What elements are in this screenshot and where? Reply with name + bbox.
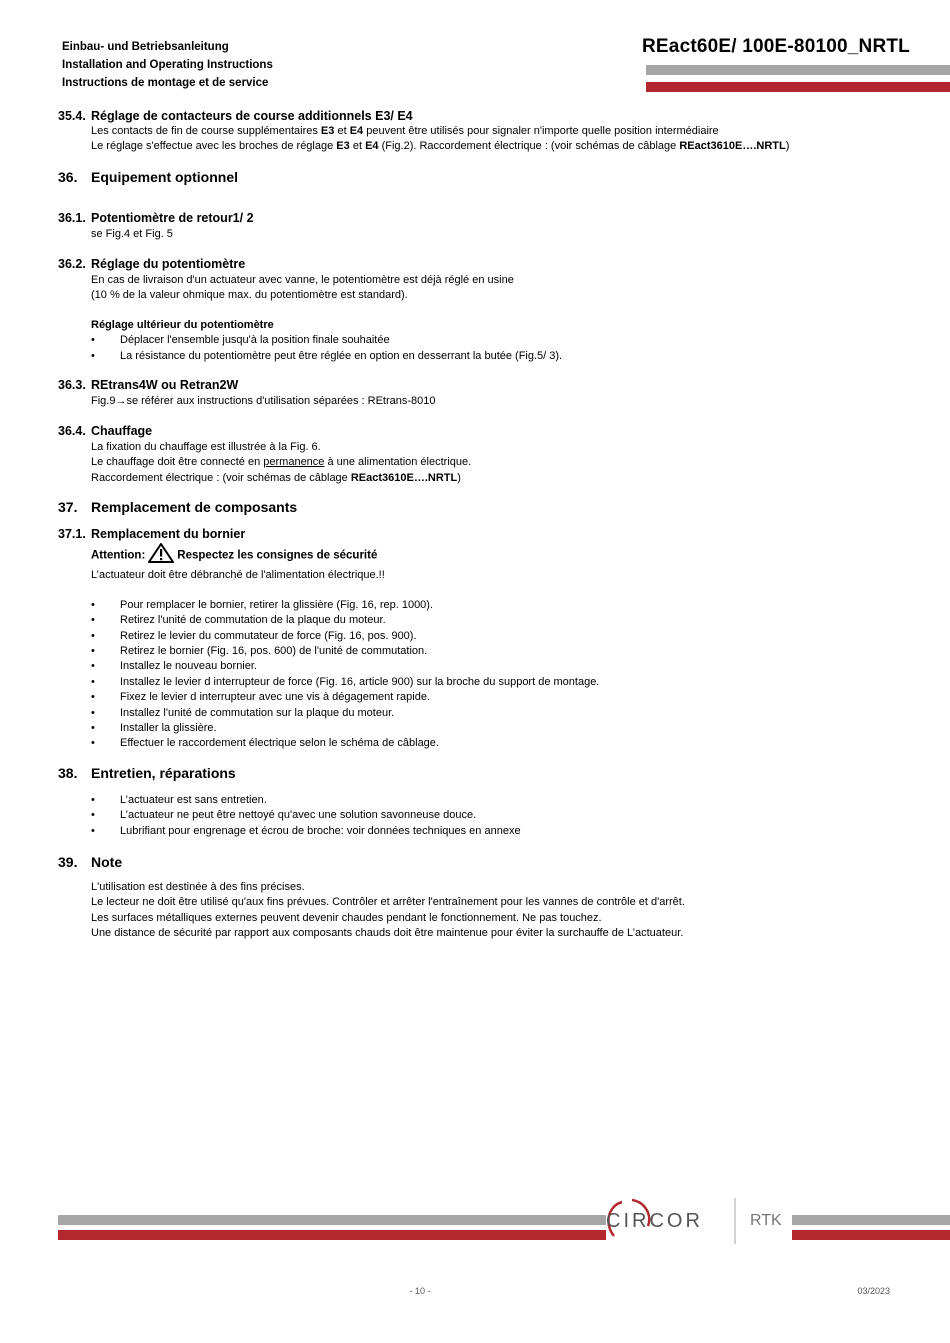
section-title: Réglage du potentiomètre: [91, 257, 246, 271]
section-37-1-body: [91, 543, 599, 752]
list-item: • Retirez l'unité de commutation de la plaque du moteur.: [91, 613, 599, 628]
list-item: • Installez le levier d interrupteur de force (Fig. 16, article 900) sur la broche du support de montage.: [91, 675, 599, 690]
section-title: Potentiomètre de retour1/ 2: [91, 211, 254, 225]
footer-red-bar: [58, 1230, 606, 1240]
paragraph-line: Le lecteur ne doit être utilisé qu'aux fins prévues. Contrôler et arrêter l'entraînement pour les vannes de contrôle et d'arrêt.: [91, 896, 685, 909]
paragraph-line: Les contacts de fin de course supplémentaires E3 et E4 peuvent être utilisés pour signaler n'importe quelle position intermédiaire: [91, 125, 719, 137]
page-number: - 10 -: [409, 1286, 431, 1296]
paragraph-line: Raccordement électrique : (voir schémas de câblage REact3610E….NRTL): [91, 471, 461, 484]
footer-gray-bar-right: [792, 1215, 950, 1225]
footer-red-bar-right: [792, 1230, 950, 1240]
section-number: 36.: [58, 169, 78, 185]
section-title: Chauffage: [91, 424, 153, 438]
header-red-bar: [646, 82, 950, 92]
arrow-right-icon: →: [115, 395, 127, 407]
header-doc-types: [62, 38, 273, 92]
paragraph-line: Le réglage s'effectue avec les broches de réglage E3 et E4 (Fig.2). Raccordement électrique : (voir schémas de câblage REact3610E….NRTL): [91, 140, 790, 153]
subheading: Réglage ultérieur du potentiomètre: [91, 318, 274, 331]
paragraph-line: se Fig.4 et Fig. 5: [91, 228, 173, 240]
section-title: Entretien, réparations: [91, 765, 236, 781]
section-38-body: [91, 793, 521, 839]
footer-gray-bar: [58, 1215, 606, 1225]
list-item: • Installez le nouveau bornier.: [91, 659, 599, 674]
section-number: 37.1.: [58, 527, 86, 541]
paragraph-line: Une distance de sécurité par rapport aux composants chauds doit être maintenue pour éviter la surchauffe de L’actuateur.: [91, 927, 684, 940]
list-item: • L’actuateur ne peut être nettoyé qu'avec une solution savonneuse douce.: [91, 808, 521, 823]
list-item: • Déplacer l'ensemble jusqu'à la position finale souhaitée: [91, 333, 562, 348]
section-number: 38.: [58, 765, 78, 781]
section-39-body: [91, 880, 685, 942]
section-number: 36.1.: [58, 211, 86, 225]
header-line-de: Einbau- und Betriebsanleitung: [62, 41, 229, 53]
paragraph-line: La fixation du chauffage est illustrée à la Fig. 6.: [91, 441, 321, 453]
paragraph-line: (10 % de la valeur ohmique max. du potentiomètre est standard).: [91, 289, 408, 302]
section-title: Note: [91, 854, 123, 870]
list-item: • Retirez le bornier (Fig. 16, pos. 600) de l'unité de commutation.: [91, 644, 599, 659]
section-title: REtrans4W ou Retran2W: [91, 378, 239, 392]
warning-icon: [148, 543, 174, 568]
header-gray-bar: [646, 65, 950, 75]
section-title: Equipement optionnel: [91, 169, 238, 185]
document-title: REact60E/ 100E-80100_NRTL: [642, 36, 910, 57]
section-number: 37.: [58, 499, 78, 515]
list-item: • Pour remplacer le bornier, retirer la glissière (Fig. 16, rep. 1000).: [91, 598, 599, 613]
section-number: 35.4.: [58, 109, 86, 123]
section-36-1-body: [91, 227, 173, 242]
list-item: • Installez l'unité de commutation sur la plaque du moteur.: [91, 706, 599, 721]
rtk-logo-text: RTK: [750, 1212, 782, 1229]
paragraph-line: L'utilisation est destinée à des fins précises.: [91, 881, 305, 893]
list-item: • Effectuer le raccordement électrique selon le schéma de câblage.: [91, 736, 599, 751]
paragraph-line: En cas de livraison d'un actuateur avec vanne, le potentiomètre est déjà réglé en usine: [91, 274, 514, 286]
list-item: • Fixez le levier d interrupteur avec une vis à dégagement rapide.: [91, 690, 599, 705]
section-number: 36.4.: [58, 424, 86, 438]
section-title: Remplacement du bornier: [91, 527, 246, 541]
paragraph-line: Les surfaces métalliques externes peuvent devenir chaudes pendant le fonctionnement. Ne pas touchez.: [91, 911, 602, 924]
paragraph-line: Le chauffage doit être connecté en permanence à une alimentation électrique.: [91, 456, 472, 469]
paragraph-line: Fig.9→se référer aux instructions d'utilisation séparées : REtrans-8010: [91, 395, 436, 407]
circor-rtk-logo: [600, 1196, 800, 1246]
section-36-2-body: [91, 273, 562, 364]
attention-line: Attention: Respectez les consignes de sécurité: [91, 543, 599, 568]
section-number: 39.: [58, 854, 78, 870]
list-item: • Lubrifiant pour engrenage et écrou de broche: voir données techniques en annexe: [91, 824, 521, 839]
section-36-3-body: [91, 394, 436, 409]
section-number: 36.2.: [58, 257, 86, 271]
section-35-4-body: [91, 124, 789, 155]
list-item: • La résistance du potentiomètre peut être réglée en option en desserrant la butée (Fig.5/ 3).: [91, 349, 562, 364]
section-36-4-body: [91, 440, 471, 486]
header-line-en: Installation and Operating Instructions: [62, 59, 273, 71]
section-title: Remplacement de composants: [91, 499, 298, 515]
section-title: Réglage de contacteurs de course additionnels E3/ E4: [91, 109, 413, 123]
footer-date: 03/2023: [857, 1286, 890, 1296]
list-item: • Installer la glissière.: [91, 721, 599, 736]
section-number: 36.3.: [58, 378, 86, 392]
header-line-fr: Instructions de montage et de service: [62, 77, 269, 89]
list-item: • Retirez le levier du commutateur de force (Fig. 16, pos. 900).: [91, 629, 599, 644]
list-item: • L’actuateur est sans entretien.: [91, 793, 521, 808]
circor-logo-text: CIRCOR: [606, 1210, 703, 1232]
paragraph-line: L’actuateur doit être débranché de l'alimentation électrique.!!: [91, 569, 385, 582]
